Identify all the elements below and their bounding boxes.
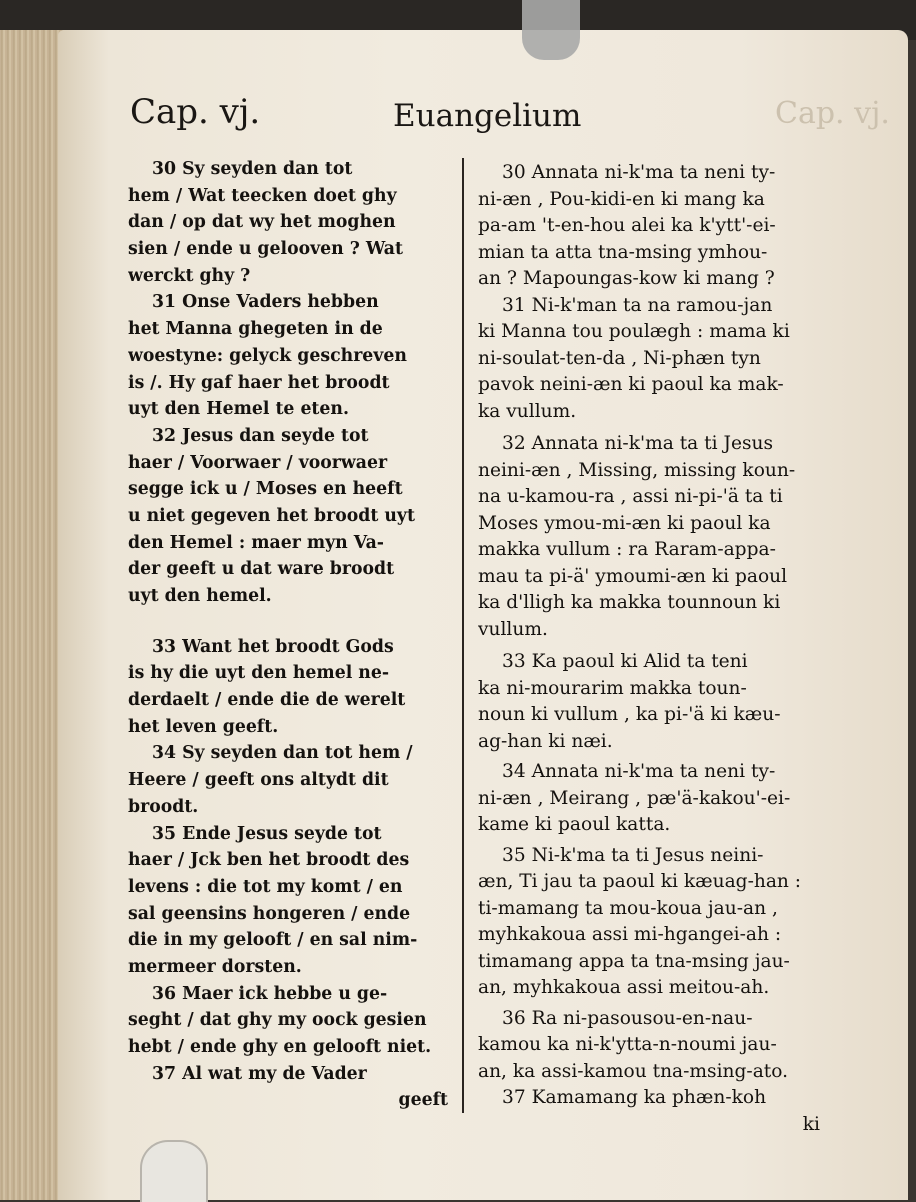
text-line: 35 Ni-k'ma ta ti Jesus neini- (502, 844, 764, 866)
text-line: werckt ghy ? (128, 265, 251, 286)
text-line: æn, Ti jau ta paoul ki kæuag-han : (478, 871, 802, 892)
text-line: ki Manna tou poulægh : mama ki (478, 321, 790, 342)
text-line: den Hemel : maer myn Va- (128, 532, 384, 553)
text-line: hebt / ende ghy en gelooft niet. (128, 1037, 432, 1057)
text-line: neini-æn , Missing, missing koun- (478, 459, 796, 481)
catchword: ki (802, 1113, 820, 1135)
text-line: 34 Sy seyden dan tot hem / (152, 743, 413, 764)
text-line: uyt den hemel. (128, 586, 272, 606)
text-line: ni-æn , Meirang , pæ'ä-kakou'-ei- (478, 787, 791, 809)
text-line: ka vullum. (478, 400, 577, 422)
text-line: uyt den Hemel te eten. (128, 399, 349, 420)
text-line: dan / op dat wy het moghen (128, 212, 396, 233)
text-line: na u-kamou-ra , assi ni-pi-'ä ta ti (478, 486, 783, 507)
text-line: woestyne: gelyck geschreven (128, 345, 407, 366)
text-line: 31 Ni-k'man ta na ramou-jan (502, 294, 773, 316)
text-line: haer / Voorwaer / voorwaer (128, 452, 388, 473)
text-line: hem / Wat teecken doet ghy (128, 185, 397, 206)
text-line: is hy die uyt den hemel ne- (128, 663, 390, 684)
catchword: geeft (398, 1090, 448, 1111)
text-line: segge ick u / Moses en heeft (128, 479, 403, 500)
text-line: haer / Jck ben het broodt des (128, 850, 410, 871)
text-line: seght / dat ghy my oock gesien (128, 1010, 427, 1031)
text-line: die in my gelooft / en sal nim- (128, 930, 418, 951)
text-line: an, myhkakoua assi meitou-ah. (478, 977, 770, 998)
formosan-column (478, 160, 820, 1150)
text-line: 30 Annata ni-k'ma ta neni ty- (502, 162, 776, 183)
bleed-through-header: Cap. vj. (775, 96, 890, 131)
text-line: ka d'lligh ka makka tounnoun ki (478, 592, 781, 613)
text-line: sal geensins hongeren / ende (128, 903, 411, 924)
text-line: het Manna ghegeten in de (128, 319, 383, 340)
text-line: an ? Mapoungas-kow ki mang ? (478, 268, 775, 289)
text-line: is /. Hy gaf haer het broodt (128, 372, 390, 393)
column-divider (462, 158, 464, 1113)
text-line: 35 Ende Jesus seyde tot (152, 823, 382, 844)
text-line: kame ki paoul katta. (478, 814, 671, 835)
text-line: timamang appa ta tna-msing jau- (478, 950, 790, 972)
text-line: der geeft u dat ware broodt (128, 559, 395, 580)
text-line: sien / ende u gelooven ? Wat (128, 239, 403, 260)
text-line: 34 Annata ni-k'ma ta neni ty- (502, 761, 776, 782)
text-line: ag-han ki næi. (478, 730, 613, 752)
text-line: ti-mamang ta mou-koua jau-an , (478, 897, 778, 919)
running-title: Euangelium (393, 98, 582, 134)
text-line: pa-am 't-en-hou alei ka k'ytt'-ei- (478, 215, 776, 236)
page-clip-top (522, 0, 580, 60)
text-line: 36 Maer ick hebbe u ge- (152, 983, 388, 1004)
text-line: noun ki vullum , ka pi-'ä ki kæu- (478, 704, 781, 725)
text-line: vullum. (478, 618, 548, 640)
chapter-header: Cap. vj. (130, 92, 261, 132)
text-line: makka vullum : ra Raram-appa- (478, 539, 776, 560)
text-line: 30 Sy seyden dan tot (152, 159, 353, 179)
text-line: mau ta pi-ä' ymoumi-æn ki paoul (478, 565, 788, 587)
text-line: 32 Annata ni-k'ma ta ti Jesus (502, 433, 774, 454)
page-clip-bottom (140, 1140, 208, 1202)
text-line: ni-æn , Pou-kidi-en ki mang ka (478, 188, 765, 210)
text-line: het leven geeft. (128, 716, 279, 737)
text-line: an, ka assi-kamou tna-msing-ato. (478, 1060, 789, 1082)
text-line: u niet gegeven het broodt uyt (128, 505, 415, 526)
text-line: mermeer dorsten. (128, 956, 302, 977)
text-line: broodt. (128, 796, 199, 817)
text-line: 37 Al wat my de Vader (152, 1063, 367, 1084)
dutch-column (128, 156, 448, 1146)
text-line: derdaelt / ende die de werelt (128, 690, 406, 711)
text-line: mian ta atta tna-msing ymhou- (478, 241, 768, 263)
text-line: pavok neini-æn ki paoul ka mak- (478, 374, 784, 395)
text-line: Heere / geeft ons altydt dit (128, 770, 389, 791)
text-line: 33 Want het broodt Gods (152, 636, 394, 657)
text-line: ka ni-mourarim makka toun- (478, 677, 747, 699)
text-line: 31 Onse Vaders hebben (152, 292, 379, 313)
text-line: ni-soulat-ten-da , Ni-phæn tyn (478, 347, 761, 369)
text-line: 37 Kamamang ka phæn-koh (502, 1087, 767, 1108)
text-line: 33 Ka paoul ki Alid ta teni (502, 651, 748, 672)
text-line: Moses ymou-mi-æn ki paoul ka (478, 512, 771, 534)
text-line: myhkakoua assi mi-hgangei-ah : (478, 924, 782, 945)
text-line: levens : die tot my komt / en (128, 876, 403, 897)
text-line: 32 Jesus dan seyde tot (152, 425, 369, 446)
text-line: kamou ka ni-k'ytta-n-noumi jau- (478, 1034, 777, 1055)
text-line: 36 Ra ni-pasousou-en-nau- (502, 1007, 753, 1029)
